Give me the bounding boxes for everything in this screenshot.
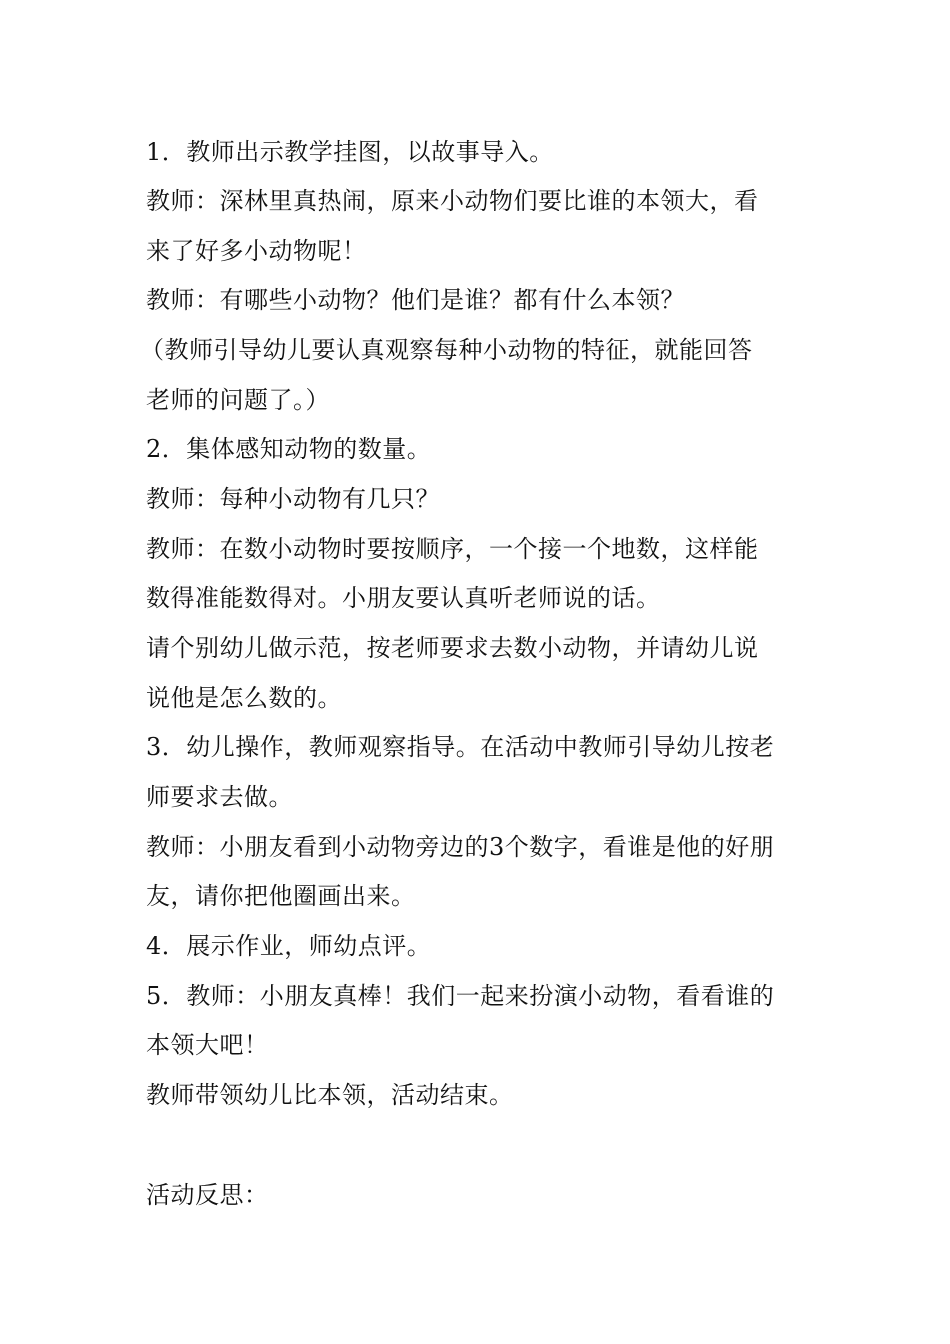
paragraph-line: 教师：在数小动物时要按顺序，一个接一个地数，这样能 bbox=[146, 535, 759, 563]
step-3-heading: 3．幼儿操作，教师观察指导。在活动中教师引导幼儿按老 bbox=[146, 733, 775, 761]
paragraph-line: 教师：小朋友看到小动物旁边的3个数字，看谁是他的好朋 bbox=[146, 833, 775, 861]
paragraph-line: 来了好多小动物呢！ bbox=[146, 237, 367, 265]
paragraph-line: 教师：深林里真热闹，原来小动物们要比谁的本领大，看 bbox=[146, 187, 759, 215]
paragraph-line: 说他是怎么数的。 bbox=[146, 684, 342, 712]
step-1-heading: 1．教师出示教学挂图，以故事导入。 bbox=[146, 138, 554, 166]
paragraph-line: （教师引导幼儿要认真观察每种小动物的特征，就能回答 bbox=[140, 336, 753, 364]
paragraph-line: 请个别幼儿做示范，按老师要求去数小动物，并请幼儿说 bbox=[146, 634, 759, 662]
reflection-heading: 活动反思： bbox=[146, 1181, 269, 1209]
paragraph-line: 老师的问题了。） bbox=[146, 386, 330, 414]
paragraph-line: 本领大吧！ bbox=[146, 1031, 269, 1059]
step-4-heading: 4．展示作业，师幼点评。 bbox=[146, 932, 432, 960]
paragraph-line: 师要求去做。 bbox=[146, 783, 293, 811]
paragraph-line: 教师：有哪些小动物？他们是谁？都有什么本领？ bbox=[146, 286, 685, 314]
paragraph-line: 友，请你把他圈画出来。 bbox=[146, 882, 416, 910]
paragraph-line: 教师：每种小动物有几只？ bbox=[146, 485, 440, 513]
paragraph-line: 数得准能数得对。小朋友要认真听老师说的话。 bbox=[146, 584, 661, 612]
step-2-heading: 2．集体感知动物的数量。 bbox=[146, 435, 432, 463]
paragraph-line: 教师带领幼儿比本领，活动结束。 bbox=[146, 1081, 514, 1109]
step-5-heading: 5．教师：小朋友真棒！我们一起来扮演小动物，看看谁的 bbox=[146, 982, 775, 1010]
